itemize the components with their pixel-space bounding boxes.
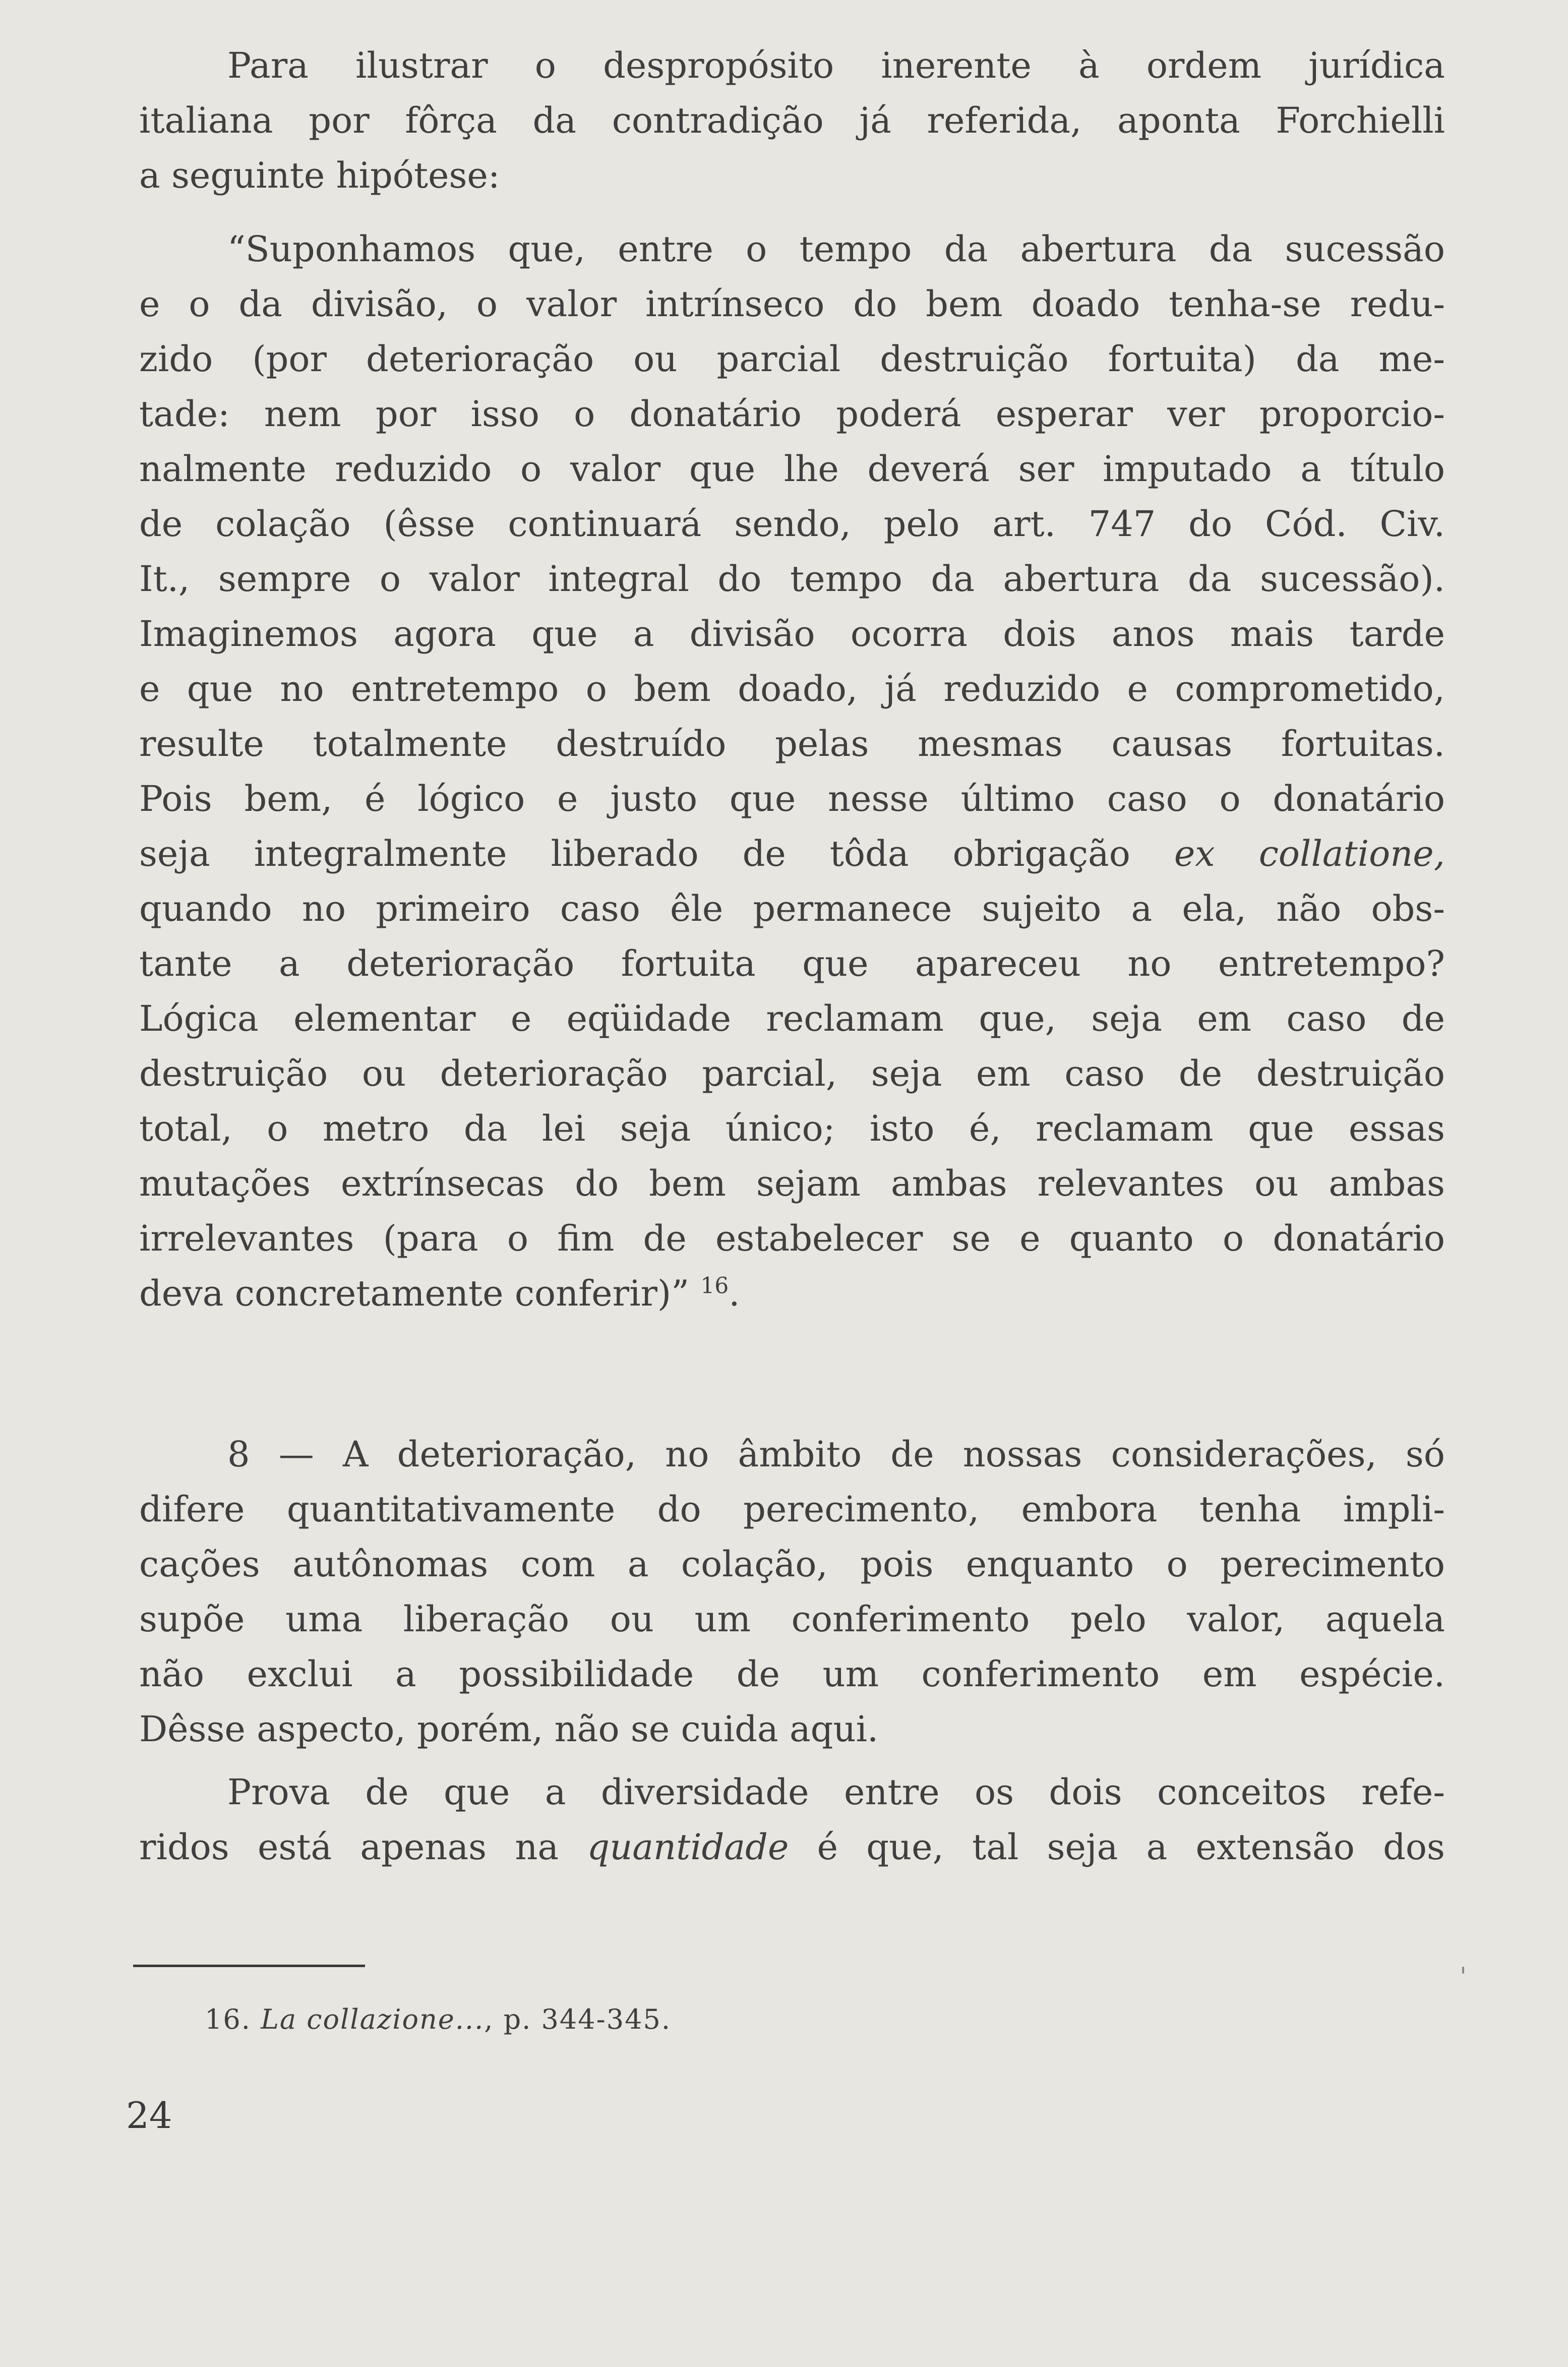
text-line: e o da divisão, o valor intrínseco do bem doado tenha-se redu- [139, 283, 1445, 325]
text-line: zido (por deterioração ou parcial destruição fortuita) da me- [139, 338, 1445, 380]
text-line: quando no primeiro caso êle permanece sujeito a ela, não obs- [139, 888, 1445, 929]
footnote-separator-rule [133, 1965, 365, 1967]
text-line: Para ilustrar o despropósito inerente à ordem jurídica [227, 45, 1445, 86]
text-run: seja integralmente liberado de tôda obrigação [139, 833, 1130, 874]
text-line: “Suponhamos que, entre o tempo da abertura da sucessão [227, 228, 1445, 270]
text-line: difere quantitativamente do perecimento, embora tenha impli- [139, 1489, 1445, 1530]
text-line: supõe uma liberação ou um conferimento pelo valor, aquela [139, 1599, 1445, 1640]
paragraph-intro [139, 38, 1445, 203]
text-line: It., sempre o valor integral do tempo da abertura da sucessão). [139, 558, 1445, 600]
text-line: italiana por fôrça da contradição já referida, aponta Forchielli [139, 100, 1445, 141]
footnote-title: La collazione... [261, 2003, 485, 2035]
text-line: Prova de que a diversidade entre os dois conceitos refe- [227, 1771, 1445, 1813]
text-line: mutações extrínsecas do bem sejam ambas relevantes ou ambas [139, 1163, 1445, 1204]
text-line: irrelevantes (para o fim de estabelecer se e quanto o donatário [139, 1218, 1445, 1259]
text-line: tante a deterioração fortuita que apareceu no entretempo? [139, 943, 1445, 984]
text-line: cações autônomas com a colação, pois enquanto o perecimento [139, 1544, 1445, 1585]
text-line: tade: nem por isso o donatário poderá esperar ver proporcio- [139, 393, 1445, 435]
italic-term-quantidade: quantidade [587, 1826, 789, 1868]
text-line: Pois bem, é lógico e justo que nesse último caso o donatário [139, 778, 1445, 819]
page-number: 24 [126, 2094, 172, 2137]
footnote-number: 16. [205, 2003, 251, 2035]
text-line-quote-end [139, 1266, 1445, 1321]
text-line: de colação (êsse continuará sendo, pelo art. 747 do Cód. Civ. [139, 503, 1445, 545]
text-line: total, o metro da lei seja único; isto é, reclamam que essas [139, 1108, 1445, 1149]
text-run: deva concretamente conferir)” [139, 1273, 690, 1314]
end-punctuation: . [729, 1273, 740, 1314]
text-line: Imaginemos agora que a divisão ocorra dois anos mais tarde [139, 613, 1445, 655]
section-8-paragraph [139, 1427, 1445, 1757]
text-line: Lógica elementar e eqüidade reclamam que, seja em caso de [139, 998, 1445, 1039]
italic-term-ex-collatione: ex collatione, [1174, 833, 1445, 874]
text-line: destruição ou deterioração parcial, seja em caso de destruição [139, 1053, 1445, 1094]
text-line: e que no entretempo o bem doado, já reduzido e comprometido, [139, 668, 1445, 709]
text-line-with-italic [139, 1820, 1445, 1875]
text-line-with-italic [139, 826, 1445, 881]
text-run: ridos está apenas na [139, 1826, 559, 1868]
text-line: resulte totalmente destruído pelas mesmas causas fortuitas. [139, 723, 1445, 764]
text-line: não exclui a possibilidade de um conferimento em espécie. [139, 1653, 1445, 1695]
footnote-16 [205, 1999, 671, 2040]
text-line: 8 — A deterioração, no âmbito de nossas considerações, só [227, 1434, 1445, 1475]
footnote-reference-16[interactable]: 16 [700, 1273, 729, 1299]
text-line: Dêsse aspecto, porém, não se cuida aqui. [139, 1708, 879, 1750]
text-line: nalmente reduzido o valor que lhe deverá ser imputado a título [139, 448, 1445, 490]
block-quote-forchielli [139, 222, 1445, 1321]
text-run: é que, tal seja a extensão dos [817, 1826, 1445, 1868]
scan-speck [1462, 1967, 1464, 1974]
paragraph-prova [139, 1765, 1445, 1875]
footnote-pages: , p. 344-345. [484, 2003, 672, 2035]
text-line: a seguinte hipótese: [139, 155, 500, 196]
